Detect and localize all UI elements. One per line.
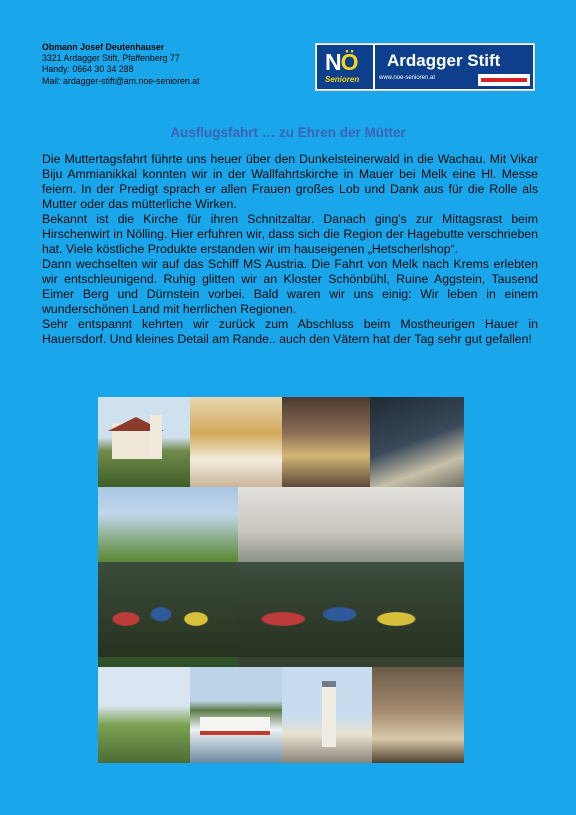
chairman-name: Obmann Josef Deutenhauser <box>42 42 165 52</box>
photo-church-interior <box>282 397 370 487</box>
phone-line: Handy: 0664 30 34 288 <box>42 64 134 75</box>
logo-url: www.noe-senioren.at <box>379 75 436 81</box>
contact-header <box>42 42 302 87</box>
logo-mark <box>317 45 373 89</box>
photo-bus-group <box>370 397 464 497</box>
photo-group-main <box>238 487 464 667</box>
photo-group-left <box>98 487 238 667</box>
logo-senioren-text: Senioren <box>325 75 360 84</box>
state-emblem-icon <box>478 74 530 86</box>
photo-duernstein-abbey <box>282 667 372 763</box>
photo-heuriger-table <box>372 667 464 763</box>
article-body <box>42 152 538 347</box>
paragraph-2: Bekannt ist die Kirche für ihren Schnitzaltar. Danach ging's zur Mittagsrast beim Hirschenwirt in Nölling. Hier erfuhren wir, dass sich die Region der Hagebutte verschrieben hat. Viele köstliche Produkte erstanden wir im hauseigenen „Hetscherlshop“. <box>42 212 538 256</box>
photo-altar <box>190 397 282 487</box>
photo-church-exterior <box>98 397 190 487</box>
paragraph-3: Dann wechselten wir auf das Schiff MS Austria. Die Fahrt von Melk nach Krems erlebten wir entschleunigend. Ruhig glitten wir an Kloster Schönbühl, Ruine Aggstein, Tausend Eimer Berg und Dürnstein vorbei. Bald waren wir uns einig: Wir leben in einem wunderschönen Land mit herrlichen Regionen. <box>42 257 538 316</box>
mail-line: Mail: ardagger-stift@am.noe-senioren.at <box>42 75 200 86</box>
logo-banner <box>375 45 533 89</box>
logo-no-text: NÖ <box>325 49 358 75</box>
address-line: 3321 Ardagger Stift, Pfaffenberg 77 <box>42 53 180 64</box>
paragraph-1: Die Muttertagsfahrt führte uns heuer über den Dunkelsteinerwald in die Wachau. Mit Vikar Biju Ammianikkal konnten wir in der Wallfahrtskirche in Mauer bei Melk eine Hl. Messe feiern. In der Predigt sprach er allen Frauen großes Lob und Dank aus für die Rolle als Mutter oder das mütterliche Wirken. <box>42 152 538 211</box>
noe-senioren-logo <box>315 43 535 91</box>
logo-title: Ardagger Stift <box>387 51 501 70</box>
paragraph-4: Sehr entspannt kehrten wir zurück zum Abschluss beim Mostheurigen Hauer in Hauersdorf. Und kleines Detail am Rande.. auch den Vätern hat der Tag sehr gut gefallen! <box>42 317 538 346</box>
article-title: Ausflugsfahrt … zu Ehren der Mütter <box>170 125 406 140</box>
photo-riverside <box>98 667 190 763</box>
photo-ship <box>190 667 282 763</box>
photo-collage <box>98 397 464 763</box>
